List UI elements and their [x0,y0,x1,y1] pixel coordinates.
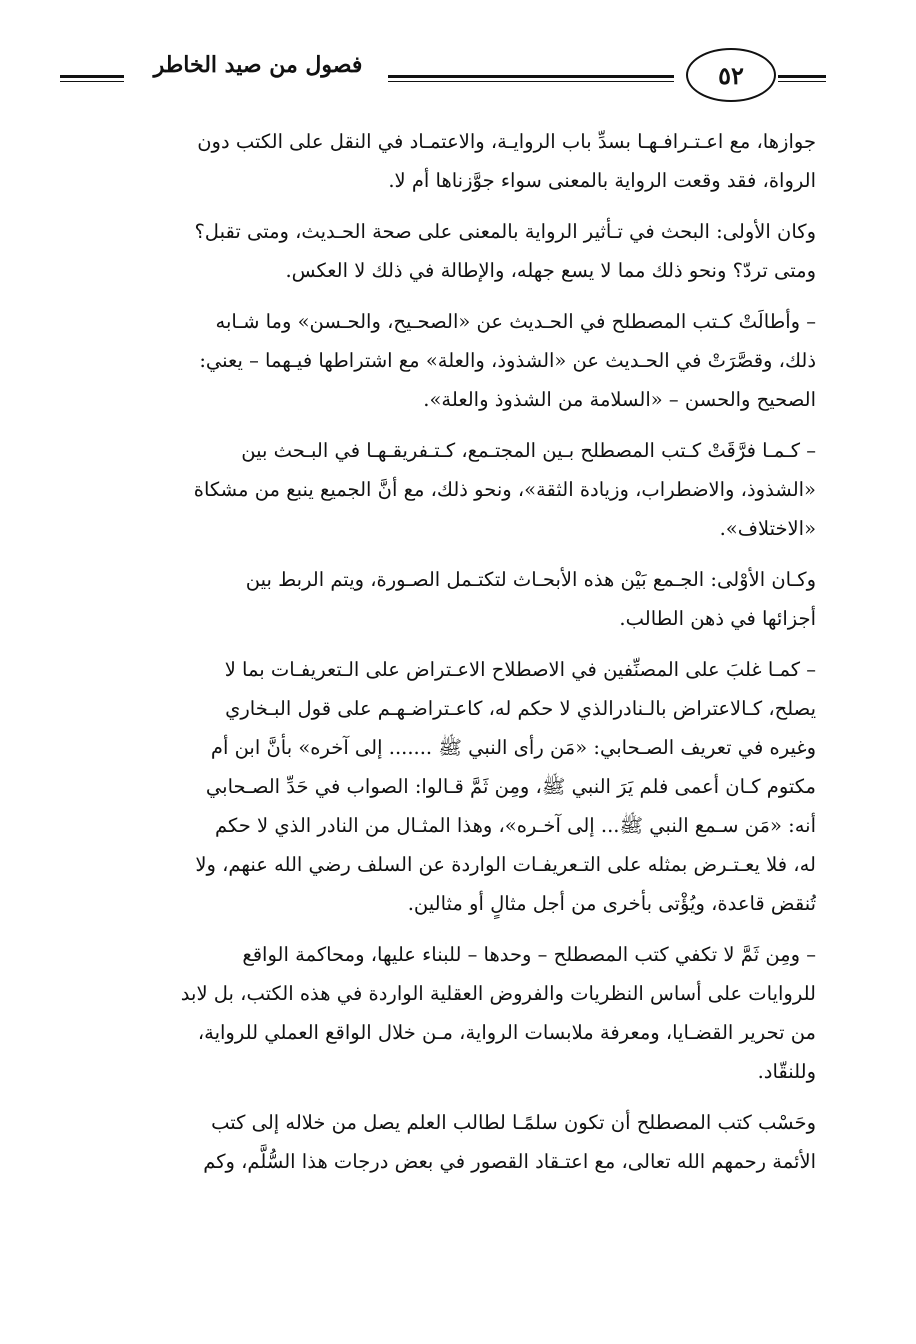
header-rule-left [60,75,124,78]
header-rule-right [778,75,826,78]
text-line: – ومِن ثَمَّ لا تكفي كتب المصطلح – وحدها – للبناء عليها، ومحاكمة الواقع [242,943,816,966]
text-line: – كـمـا فرَّقَتْ كـتب المصطلح بـين المجتـمع، كـتـفريقـهـا في البـحث بين [241,439,816,462]
paragraph [66,560,816,638]
header-rule-middle [388,75,674,78]
text-line: يصلح، كـالاعتراض بالـنادرالذي لا حكم له، كاعـتراضـهـم على قول البـخاري [225,697,816,720]
paragraph [66,302,816,419]
text-line: الرواة، فقد وقعت الرواية بالمعنى سواء جوَّزناها أم لا. [388,169,816,192]
text-line: «الاختلاف». [719,517,816,540]
text-line: تُنقض قاعدة، ويُؤْتى بأخرى من أجل مثالٍ أو مثالين. [407,892,816,915]
text-line: جوازها، مع اعـتـرافـهـا بسدِّ باب الروايـة، والاعتمـاد في النقل على الكتب دون [197,130,816,153]
paragraph [66,935,816,1091]
text-line: وللنقّاد. [757,1060,816,1083]
page-number [686,48,776,102]
text-line: وغيره في تعريف الصـحابي: «مَن رأى النبي ﷺ ....... إلى آخره» بأنَّ ابن أم [210,736,816,759]
text-line: أجزائها في ذهن الطالب. [619,607,816,630]
text-line: ذلك، وقصَّرَتْ في الحـديث عن «الشذوذ، والعلة» مع اشتراطها فيـهما – يعني: [199,349,816,372]
text-line: – وأطالَتْ كـتب المصطلح في الحـديث عن «الصحـيح، والحـسن» وما شـابه [215,310,816,333]
paragraph [66,431,816,548]
paragraph [66,212,816,290]
text-line: أنه: «مَن سـمع النبي ﷺ... إلى آخـره»، وهذا المثـال من النادر الذي لا حكم [215,814,816,837]
text-line: وكـان الأوْلى: الجـمع بَيْن هذه الأبحـاث لتكتـمل الصـورة، ويتم الربط بين [245,568,816,591]
text-line: وحَسْب كتب المصطلح أن تكون سلمًـا لطالب العلم يصل من خلاله إلى كتب [211,1111,816,1134]
running-title: فصول من صيد الخاطر [153,52,363,78]
text-line: الصحيح والحسن – «السلامة من الشذوذ والعلة». [423,388,816,411]
text-line: ومتى تردّ؟ ونحو ذلك مما لا يسع جهله، والإطالة في ذلك لا العكس. [285,259,816,282]
text-line: وكان الأولى: البحث في تـأثير الرواية بالمعنى على صحة الحـديث، ومتى تقبل؟ [194,220,816,243]
paragraph [66,122,816,200]
text-line: مكتوم كـان أعمى فلم يَرَ النبي ﷺ، ومِن ثَمَّ قـالوا: الصواب في حَدِّ الصـحابي [205,775,816,798]
text-line: للروايات على أساس النظريات والفروض العقلية الواردة في هذه الكتب، بل لابد [180,982,816,1005]
paragraph [66,1103,816,1181]
text-line: «الشذوذ، والاضطراب، وزيادة الثقة»، ونحو ذلك، مع أنَّ الجميع ينبع من مشكاة [193,478,816,501]
text-line: له، فلا يعـتـرض بمثله على التـعريفـات الواردة عن السلف رضي الله عنهم، ولا [195,853,816,876]
page-number-text: ٥٢ [718,60,744,90]
page-header [60,42,820,112]
text-line: – كمـا غلبَ على المصنِّفين في الاصطلاح الاعـتراض على الـتعريفـات بما لا [224,658,816,681]
text-line: الأئمة رحمهم الله تعالى، مع اعتـقاد القصور في بعض درجات هذا السُّلَّم، وكم [203,1150,816,1173]
paragraph [66,650,816,923]
text-line: من تحرير القضـايا، ومعرفة ملابسات الرواية، مـن خلال الواقع العملي للرواية، [197,1021,816,1044]
page-body [66,122,816,1322]
